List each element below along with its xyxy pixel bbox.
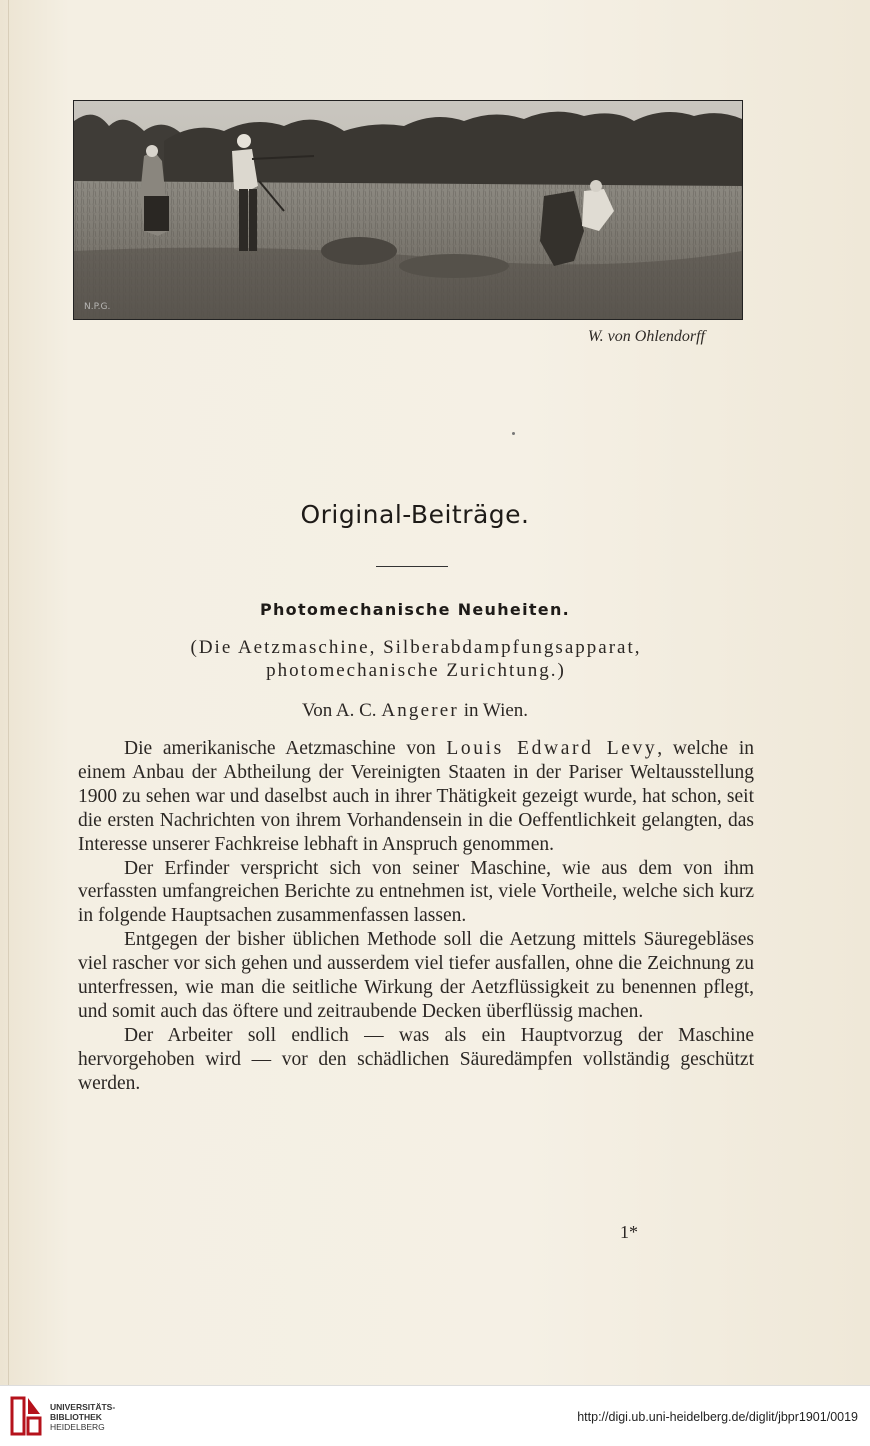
paragraph-3: Entgegen der bisher üblichen Methode soll die Aetzung mittels Säuregebläses viel rascher vor sich gehen und ausserdem viel tiefer ausfallen, ohne die Zeichnung zu unterfressen, wie man die seitliche Wirkung der Aetzflüssigkeit zu benennen pflegt, und somit auch das öftere und zeitraubende Decken überflüssig machen.: [78, 929, 754, 1022]
university-library-logo-icon: [10, 1394, 42, 1438]
logo-line-3: HEIDELBERG: [50, 1422, 105, 1432]
paragraph-4: Der Arbeiter soll endlich — was als ein Hauptvorzug der Maschine hervorgehoben wird — vor den schädlichen Säuredämpfen vollständig geschützt werden.: [78, 1024, 754, 1094]
harvest-photo: [73, 100, 743, 320]
page-number: 1*: [620, 1222, 638, 1242]
paragraph-1: [78, 737, 754, 857]
svg-text:N.P.G.: N.P.G.: [84, 302, 111, 312]
library-footer: [0, 1385, 870, 1446]
paragraph-1-start: Die amerikanische Aetzmaschine von: [124, 738, 447, 759]
permalink-url[interactable]: http://digi.ub.uni-heidelberg.de/diglit/jbpr1901/0019: [577, 1410, 858, 1424]
heading-rule: [376, 566, 448, 567]
article-byline: [0, 700, 830, 722]
photo-caption: W. von Ohlendorff: [587, 328, 705, 345]
logo-line-2: BIBLIOTHEK: [50, 1412, 102, 1422]
byline-author: Angerer: [381, 700, 459, 721]
article-title: Photomechanische Neuheiten.: [259, 600, 571, 619]
article-body: [78, 737, 754, 1096]
logo-line-1: UNIVERSITÄTS-: [50, 1402, 116, 1412]
library-logo-text: [50, 1402, 115, 1432]
paragraph-1-rest: , welche in einem Anbau der Abtheilung der Vereinigten Staaten in der Pariser Weltausstellung 1900 zu sehen war und daselbst auch in ihrer Thätigkeit gezeigt wurde, hat schon, seit die ersten Nachrichten von ihrem Vorhandensein in die Oeffentlichkeit gelangten, das Interesse unserer Fachkreise lebhaft in Anspruch genommen.: [78, 738, 755, 855]
byline-suffix: in Wien.: [463, 700, 529, 721]
paragraph-1-name: Louis Edward Levy: [446, 738, 658, 759]
byline-prefix: Von A. C.: [301, 700, 377, 721]
subtitle-line-1: (Die Aetzmaschine, Silberabdampfungsapparat,: [190, 637, 642, 658]
section-heading: Original-Beiträge.: [300, 500, 530, 529]
article-subtitle: [78, 636, 754, 682]
subtitle-line-2: photomechanische Zurichtung.): [266, 660, 566, 681]
hay-harvest-photo-icon: [74, 101, 742, 319]
paragraph-2: Der Erfinder verspricht sich von seiner Maschine, wie aus dem von ihm verfassten umfangreichen Berichte zu entnehmen ist, viele Vortheile, welche sich kurz in folgende Hauptsachen zusammenfassen lassen.: [78, 857, 754, 927]
page-edge-line: [8, 0, 9, 1385]
paper-speck: [512, 432, 515, 435]
